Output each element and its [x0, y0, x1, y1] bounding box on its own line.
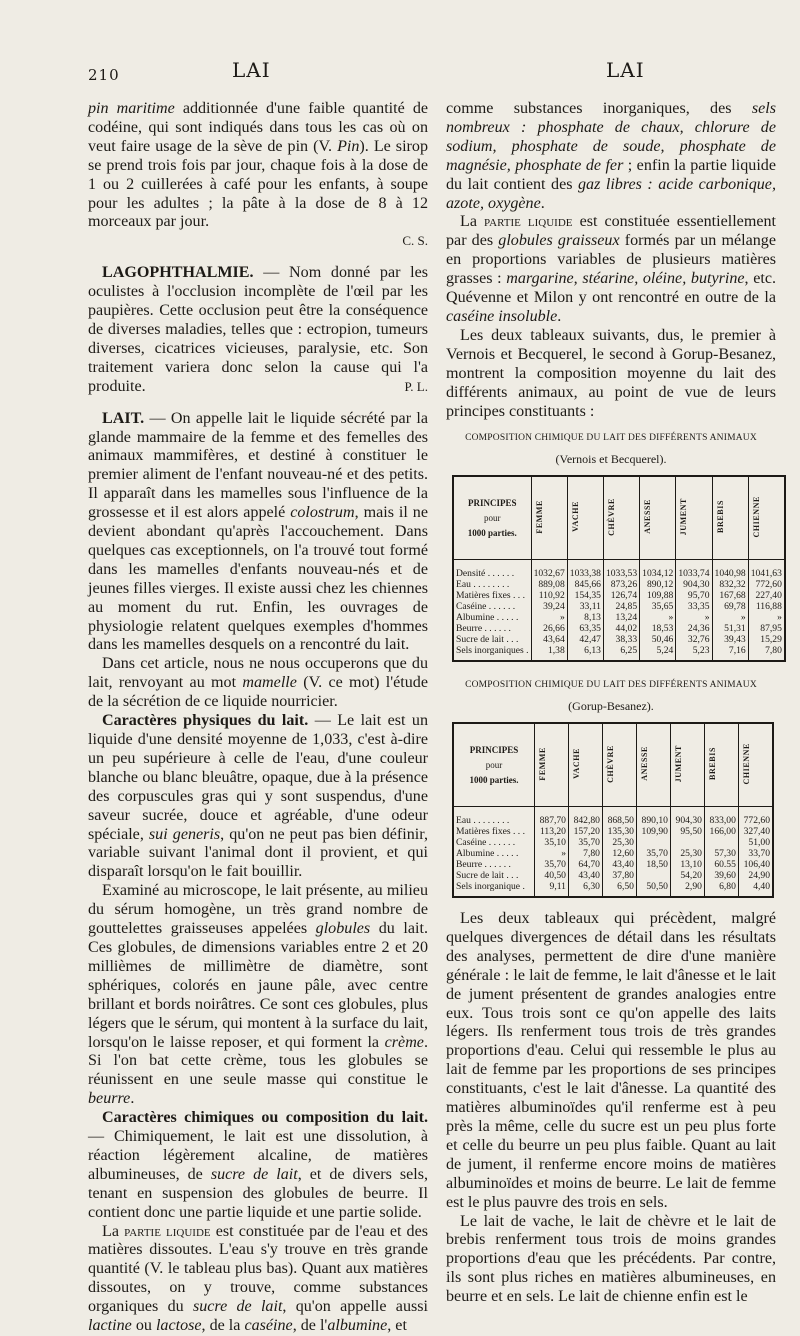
table-cell: 842,80: [568, 807, 602, 827]
table-cell: 6,30: [568, 881, 602, 897]
table-cell: 772,60: [748, 579, 785, 590]
table-cell: 1033,38: [567, 560, 603, 580]
table-cell: 868,50: [602, 807, 636, 827]
row-label: Beurre . . . . . .: [453, 859, 535, 870]
table-cell: 904,30: [670, 807, 704, 827]
table-cell: 1033,74: [676, 560, 712, 580]
table-label-header: PRINCIPES pour 1000 parties.: [453, 723, 535, 807]
table-cell: 6,25: [603, 645, 639, 661]
table-cell: 35,65: [640, 601, 676, 612]
composition-table-vernois: [452, 475, 786, 662]
table-column-header: CHIENNE: [748, 476, 785, 560]
paragraph-conclusion: Les deux tableaux qui précèdent, malgré quelques divergences de détail dans les résultats des analyses, permettent de dire d'une manière générale : le lait de femme, le lait d'ânesse et le lait de jument présentent de grandes analogies entre eux. Tous trois sont ce qu'on appelle des laits légers. Ils renferment tous trois de très grandes proportions d'eau. Celui qui ressemble le plus au lait de femme par les proportions de ses principes constituants, c'est le lait d'ânesse. La quantité des matières albuminoïdes qu'il renferme est à peu près la même, celle du sucre est un peu plus forte et celle du beurre un peu plus faible. Quant au lait de jument, il renferme encore moins de matières albuminoïdes et moins de beurre. Le lait de femme est le plus pauvre des trois en sels.: [446, 910, 776, 1211]
table-cell: 26,66: [531, 623, 567, 634]
table-cell: 7,80: [748, 645, 785, 661]
row-label: Sucre de lait . . .: [453, 634, 531, 645]
row-label: Beurre . . . . . .: [453, 623, 531, 634]
table-cell: 33,11: [567, 601, 603, 612]
table-cell: 35,70: [535, 859, 569, 870]
table-cell: 135,30: [602, 826, 636, 837]
table-cell: 43,40: [602, 859, 636, 870]
table-cell: 15,29: [748, 634, 785, 645]
table-cell: 95,50: [670, 826, 704, 837]
table-cell: 69,78: [712, 601, 748, 612]
row-label: Sucre de lait . . .: [453, 870, 535, 881]
table-column-header: CHÈVRE: [603, 476, 639, 560]
table-row: [453, 881, 773, 897]
table-cell: 25,30: [670, 848, 704, 859]
composition-table-gorup: [452, 722, 774, 898]
table-cell: 33,70: [738, 848, 773, 859]
table-cell: 57,30: [704, 848, 738, 859]
table-cell: »: [712, 612, 748, 623]
table-cell: 116,88: [748, 601, 785, 612]
table-cell: 43,64: [531, 634, 567, 645]
table-column-header: BREBIS: [712, 476, 748, 560]
table-cell: 113,20: [535, 826, 569, 837]
table2-caption: COMPOSITION CHIMIQUE DU LAIT DES DIFFÉRENTS ANIMAUX: [465, 680, 757, 691]
table-cell: 18,50: [636, 859, 670, 870]
table-cell: 8,13: [567, 612, 603, 623]
row-label: Caséine . . . . . .: [453, 601, 531, 612]
table-column-header: VACHE: [568, 723, 602, 807]
section-heading: Caractères physiques du lait.: [102, 712, 309, 730]
table-column-header: FEMME: [531, 476, 567, 560]
table-cell: 109,88: [640, 590, 676, 601]
table-column-header: VACHE: [567, 476, 603, 560]
table-cell: 43,40: [568, 870, 602, 881]
row-label: Sels inorganique .: [453, 881, 535, 897]
table-column-header: CHÈVRE: [602, 723, 636, 807]
table-cell: 873,26: [603, 579, 639, 590]
table-cell: 33,35: [676, 601, 712, 612]
author-signature: P. L.: [404, 378, 428, 394]
table-cell: »: [640, 612, 676, 623]
paragraph-partie-liquide: La partie liquide est constituée par de l'eau et des matières dissoutes. L'eau s'y trouve en très grande quantité (V. le tableau plus bas). Quant aux matières dissoutes, on y trouve, comme substances organiques du sucre de lait, qu'on appelle aussi lactine ou lactose, de la caséine, de l'albumine, et: [88, 1222, 428, 1335]
table-cell: 109,90: [636, 826, 670, 837]
table-column-header: CHIENNE: [738, 723, 773, 807]
table-cell: 126,74: [603, 590, 639, 601]
paragraph-substances-inorganiques: comme substances inorganiques, des sels nombreux : phosphate de chaux, chlorure de sodium, phosphate de soude, phosphate de magnésie, phosphate de fer ; enfin la partie liquide du lait contient des gaz libres : acide carbonique, azote, oxygène.: [446, 100, 776, 212]
table-cell: 4,40: [738, 881, 773, 897]
table-cell: 157,20: [568, 826, 602, 837]
table-cell: 50,50: [636, 881, 670, 897]
table-cell: 167,68: [712, 590, 748, 601]
table-cell: 40,50: [535, 870, 569, 881]
row-label: Eau . . . . . . . .: [453, 579, 531, 590]
table-cell: 60.55: [704, 859, 738, 870]
table-cell: 772,60: [738, 807, 773, 827]
table-cell: 5,24: [640, 645, 676, 661]
table-row: [453, 859, 773, 870]
table-row: [453, 848, 773, 859]
table-cell: 38,33: [603, 634, 639, 645]
table-cell: »: [676, 612, 712, 623]
table-column-header: ANESSE: [640, 476, 676, 560]
paragraph-lait-de-vache: Le lait de vache, le lait de chèvre et le lait de brebis renferment tous trois de moins grandes proportions d'eau que les précédents. Par contre, ils sont plus riches en matières albumineuses, en beurre et en sels. Le lait de chienne enfin est le: [446, 1212, 776, 1306]
table-cell: 6,80: [704, 881, 738, 897]
table2-subcaption: (Gorup-Besanez).: [568, 699, 654, 714]
table-cell: 37,80: [602, 870, 636, 881]
table-cell: 25,30: [602, 837, 636, 848]
table-cell: 2,90: [670, 881, 704, 897]
table-cell: 87,95: [748, 623, 785, 634]
table-cell: 35,70: [568, 837, 602, 848]
row-label: Matières fixes . . .: [453, 590, 531, 601]
table-cell: 51,31: [712, 623, 748, 634]
table-cell: 32,76: [676, 634, 712, 645]
table-column-header: JUMENT: [670, 723, 704, 807]
table-column-header: FEMME: [535, 723, 569, 807]
table-cell: 9,11: [535, 881, 569, 897]
table-cell: 1033,53: [603, 560, 639, 580]
table-row: [453, 645, 785, 661]
table-cell: 51,00: [738, 837, 773, 848]
table-cell: 95,70: [676, 590, 712, 601]
table-cell: [636, 870, 670, 881]
table-row: [453, 870, 773, 881]
row-label: Albumine . . . . .: [453, 612, 531, 623]
table-cell: [670, 837, 704, 848]
entry-term: LAIT.: [102, 409, 145, 427]
table-row: [453, 623, 785, 634]
row-label: Matières fixes . . .: [453, 826, 535, 837]
table-cell: 7,16: [712, 645, 748, 661]
table-cell: 13,10: [670, 859, 704, 870]
author-signature: C. S.: [402, 233, 428, 249]
table-cell: 50,46: [640, 634, 676, 645]
table1-subcaption: (Vernois et Becquerel).: [555, 452, 667, 467]
entry-lait: LAIT. — On appelle lait le liquide sécrété par la glande mammaire de la femme et des femelles des animaux mammifères, et destiné à constituer le premier aliment de l'enfant nouveau-né et des petits. Il apparaît dans les mamelles sous l'influence de la grossesse et il est alors appelé colostrum, mais il ne devient abondant qu'après l'accouchement. Dans quelques cas exceptionnels, on l'a trouvé tout formé dans les mamelles d'enfants nouveau-nés et de jeunes filles vierges. Il existe aussi chez les chiennes au moment du rut. Enfin, les ouvrages de physiologie relatent quelques exemples d'hommes dans les mamelles desquels on a rencontré du lait.: [88, 409, 428, 654]
table-cell: 887,70: [535, 807, 569, 827]
table-cell: 24,90: [738, 870, 773, 881]
table1-caption: COMPOSITION CHIMIQUE DU LAIT DES DIFFÉRENTS ANIMAUX: [465, 433, 757, 444]
left-column: [88, 100, 428, 1336]
table-cell: 1,38: [531, 645, 567, 661]
table-label-header: PRINCIPES pour 1000 parties.: [453, 476, 531, 560]
row-label: Albumine . . . . .: [453, 848, 535, 859]
table-cell: 166,00: [704, 826, 738, 837]
table-cell: 42,47: [567, 634, 603, 645]
row-label: Densité . . . . . .: [453, 560, 531, 580]
table-cell: 35,70: [636, 848, 670, 859]
table-cell: 845,66: [567, 579, 603, 590]
table-row: [453, 590, 785, 601]
table-cell: 1032,67: [531, 560, 567, 580]
row-label: Sels inorganiques .: [453, 645, 531, 661]
table-cell: 24,85: [603, 601, 639, 612]
table-cell: 227,40: [748, 590, 785, 601]
table-cell: 6,50: [602, 881, 636, 897]
left-running-title: LAI: [232, 58, 271, 82]
table-cell: [704, 837, 738, 848]
table-cell: 39,43: [712, 634, 748, 645]
table-cell: 904,30: [676, 579, 712, 590]
right-running-title: LAI: [606, 58, 645, 82]
table-cell: 1041,63: [748, 560, 785, 580]
table-cell: [636, 837, 670, 848]
table-cell: 39,60: [704, 870, 738, 881]
table-row: [453, 837, 773, 848]
table-cell: 106,40: [738, 859, 773, 870]
page-number: 210: [88, 66, 120, 84]
table-cell: 110,92: [531, 590, 567, 601]
table-row: [453, 826, 773, 837]
table-cell: 18,53: [640, 623, 676, 634]
paragraph-article: Dans cet article, nous ne nous occuperons que du lait, renvoyant au mot mamelle (V. ce mot) l'étude de la sécrétion de ce liquide nourricier.: [88, 655, 428, 711]
table-cell: 12,60: [602, 848, 636, 859]
table-column-header: JUMENT: [676, 476, 712, 560]
table-row: [453, 634, 785, 645]
table-row: [453, 612, 785, 623]
entry-term: LAGOPHTHALMIE.: [102, 264, 254, 282]
table-cell: 327,40: [738, 826, 773, 837]
table-cell: 1040,98: [712, 560, 748, 580]
table-cell: 13,24: [603, 612, 639, 623]
paragraph-microscope: Examiné au microscope, le lait présente, au milieu du sérum homogène, un très grand nombre de gouttelettes graisseuses appelées globules du lait. Ces globules, de dimensions variables entre 2 et 20 millièmes de millimètre de diamètre, sont sphériques, colorés en jaune pâle, avec centre brillant et bords noirâtres. Ce sont ces globules, plus légers que le sérum, qui montent à la surface du lait, lorsqu'on le laisse reposer, et qui forment la crème. Si l'on bat cette crème, tous les globules se réunissent en une seule masse qui constitue le beurre.: [88, 882, 428, 1108]
table-row: [453, 601, 785, 612]
table-cell: 63,35: [567, 623, 603, 634]
table-cell: 5,23: [676, 645, 712, 661]
table-cell: 889,08: [531, 579, 567, 590]
table-cell: 833,00: [704, 807, 738, 827]
table-row: [453, 807, 773, 827]
table-row: [453, 560, 785, 580]
table-cell: 39,24: [531, 601, 567, 612]
paragraph-deux-tableaux: Les deux tableaux suivants, dus, le premier à Vernois et Becquerel, le second à Gorup-Besanez, montrent la composition moyenne du lait des différents animaux, au point de vue de leurs principes constituants :: [446, 326, 776, 420]
table-cell: 890,10: [636, 807, 670, 827]
table-cell: 1034,12: [640, 560, 676, 580]
table-cell: 832,32: [712, 579, 748, 590]
table-column-header: ANESSE: [636, 723, 670, 807]
table-cell: 6,13: [567, 645, 603, 661]
paragraph-caracteres-physiques: Caractères physiques du lait. — Le lait est un liquide d'une densité moyenne de 1,033, c'est à-dire un peu supérieure à celle de l'eau, d'une couleur blanche ou blanc bleuâtre, opaque, due à la présence des corpuscules gras qui y sont suspendus, d'une saveur sucrée, douce et agréable, d'une odeur spéciale, sui generis, qu'on ne peut pas bien définir, variable suivant l'animal dont il provient, et qui disparaît lorsqu'on le fait bouillir.: [88, 712, 429, 881]
table-cell: 7,80: [568, 848, 602, 859]
row-label: Eau . . . . . . . .: [453, 807, 535, 827]
table-cell: 154,35: [567, 590, 603, 601]
right-column: [446, 100, 782, 1307]
table-cell: »: [748, 612, 785, 623]
row-label: Caséine . . . . . .: [453, 837, 535, 848]
paragraph-pin-maritime: pin maritime additionnée d'une faible quantité de codéine, qui sont indiqués dans tous les cas où on veut faire usage de la sève de pin (V. Pin). Le sirop se prend trois fois par jour, chaque fois à la dose de 1 ou 2 cuillerées à café pour les enfants, à soupe pour les adultes ; la pâte à la dose de 8 à 12 morceaux par jour. C. S.: [88, 100, 428, 251]
table-column-header: BREBIS: [704, 723, 738, 807]
table-cell: 64,70: [568, 859, 602, 870]
table-cell: 890,12: [640, 579, 676, 590]
section-heading: Caractères chimiques ou composition du lait.: [102, 1109, 428, 1127]
table-cell: »: [535, 848, 569, 859]
table-cell: 44,02: [603, 623, 639, 634]
paragraph-caracteres-chimiques: Caractères chimiques ou composition du lait. — Chimiquement, le lait est une dissolution, à réaction légèrement alcaline, de matières albumineuses, de sucre de lait, et de divers sels, tenant en suspension des globules de beurre. Il contient donc une partie liquide et une partie solide.: [88, 1109, 429, 1221]
table-cell: 24,36: [676, 623, 712, 634]
table-cell: 54,20: [670, 870, 704, 881]
table-row: [453, 579, 785, 590]
entry-lagophthalmie: LAGOPHTHALMIE. — Nom donné par les oculistes à l'occlusion incomplète de l'œil par les paupières. Cette occlusion peut être la conséquence de diverses maladies, telles que : ectropion, tumeurs diverses, cicatrices vicieuses, paralysie, etc. Son traitement variera donc selon la cause qui l'a produite. P. L.: [88, 264, 428, 395]
paragraph-partie-liquide-grasse: La partie liquide est constituée essentiellement par des globules graisseux formés par un mélange en proportions variables de plusieurs matières grasses : margarine, stéarine, oléine, butyrine, etc. Quévenne et Milon y ont rencontré en outre de la caséine insoluble.: [446, 213, 777, 325]
table-cell: 35,10: [535, 837, 569, 848]
table-cell: »: [531, 612, 567, 623]
